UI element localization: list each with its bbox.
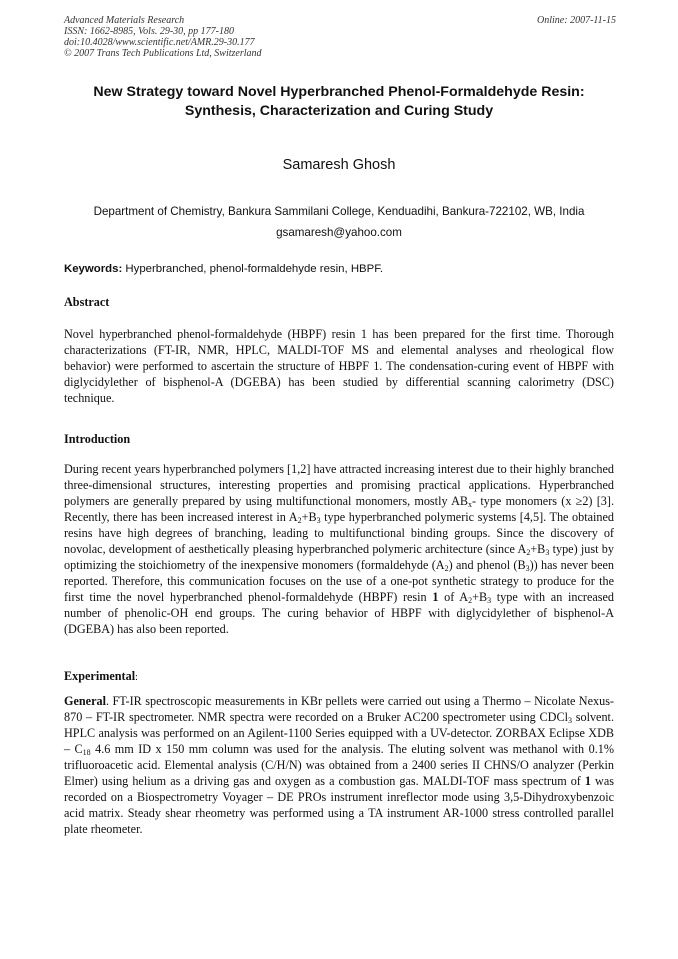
copyright-line: © 2007 Trans Tech Publications Ltd, Switzerland <box>64 48 262 59</box>
general-label: General <box>64 694 106 708</box>
doi-line: doi:10.4028/www.scientific.net/AMR.29-30.177 <box>64 37 255 48</box>
paper-title: New Strategy toward Novel Hyperbranched Phenol-Formaldehyde Resin: Synthesis, Characterization and Curing Study <box>93 84 585 119</box>
journal-name: Advanced Materials Research <box>64 15 185 26</box>
author-name: Samaresh Ghosh <box>282 157 396 173</box>
keywords-line <box>64 263 616 275</box>
abstract-text: Novel hyperbranched phenol-formaldehyde (HBPF) resin 1 has been prepared for the first time. Thorough characterizations (FT-IR, NMR, HPLC, MALDI-TOF MS and elemental analyses and rheological flow behavior) were performed to ascertain the structure of HBPF 1. The condensation-curing event of HBPF with diglycidylether of bisphenol-A (DGEBA) has been studied by differential scanning calorimetry (DSC) technique. <box>64 327 614 405</box>
keywords-text: Hyperbranched, phenol-formaldehyde resin, HBPF. <box>125 263 384 275</box>
issn-line: ISSN: 1662-8985, Vols. 29-30, pp 177-180 <box>64 26 234 37</box>
abstract-heading: Abstract <box>64 295 110 309</box>
keywords-label: Keywords: <box>64 263 123 275</box>
affiliation: Department of Chemistry, Bankura Sammilani College, Kenduadihi, Bankura-722102, WB, India <box>93 205 585 218</box>
experimental-heading: Experimental: <box>64 669 138 683</box>
experimental-paragraph: General. FT-IR spectroscopic measurements in KBr pellets were carried out using a Thermo – Nicolate Nexus- 870 – FT-IR spectrometer. NMR spectra were recorded on a Bruker AC200 spectrometer using CDCl$_3$ solvent. HPLC analysis was performed on an Agilent-1100 Series equipped with a UV-detector. ZORBAX Eclipse XDB – $C_{18}$ 4.6 mm ID x 150 mm column was used for the analysis. The eluting solvent was methanol with 0.1% trifluoroacetic acid. Elemental analysis (C/H/N) was obtained from a 2400 series II CHNS/O analyzer (Perkin Elmer) using helium as a driving gas and oxygen as a combustion gas. MALDI-TOF mass spectrum of 1 was recorded on a Biospectrometry Voyager – DE PROs instrument inreflector mode using 3,5-Dihydroxybenzoic acid matrix. Steady shear rheometry was performed using a TA instrument AR-1000 stress controlled parallel plate rheometer. <box>64 694 614 836</box>
journal-header <box>64 15 616 59</box>
introduction-paragraph: During recent years hyperbranched polymers [1,2] have attracted increasing interest due to their highly branched three-dimensional structures, interesting properties and promising practical applications. Hyperbranched polymers are generally prepared by using multifunctional monomers, mostly $AB_x-$ type monomers (x ≥2) [3]. Recently, there has been increased interest in $A_2+B_3$ type hyperbranched polymeric systems [4,5]. The obtained resins have high degrees of branching, leading to multifunctional binding groups. Since the discovery of novolac, development of aesthetically pleasing hyperbranched polymeric architecture (since $A_2+B_3$ type) just by optimizing the stoichiometry of the inexpensive monomers (formaldehyde $(A_2)$ and phenol $(B_3)$) has never been reported. Therefore, this communication focuses on the use of a one-pot synthetic strategy to produce for the first time the novel hyperbranched phenol-formaldehyde (HBPF) resin 1 of $A_2+B_3$ type with an increased number of phenolic-OH end groups. The curing behavior of HBPF with diglycidylether of bisphenol-A (DGEBA) has also been reported. <box>64 462 615 636</box>
introduction-heading: Introduction <box>64 432 131 446</box>
online-date: Online: 2007-11-15 <box>537 15 616 26</box>
author-email: gsamaresh@yahoo.com <box>276 226 402 239</box>
